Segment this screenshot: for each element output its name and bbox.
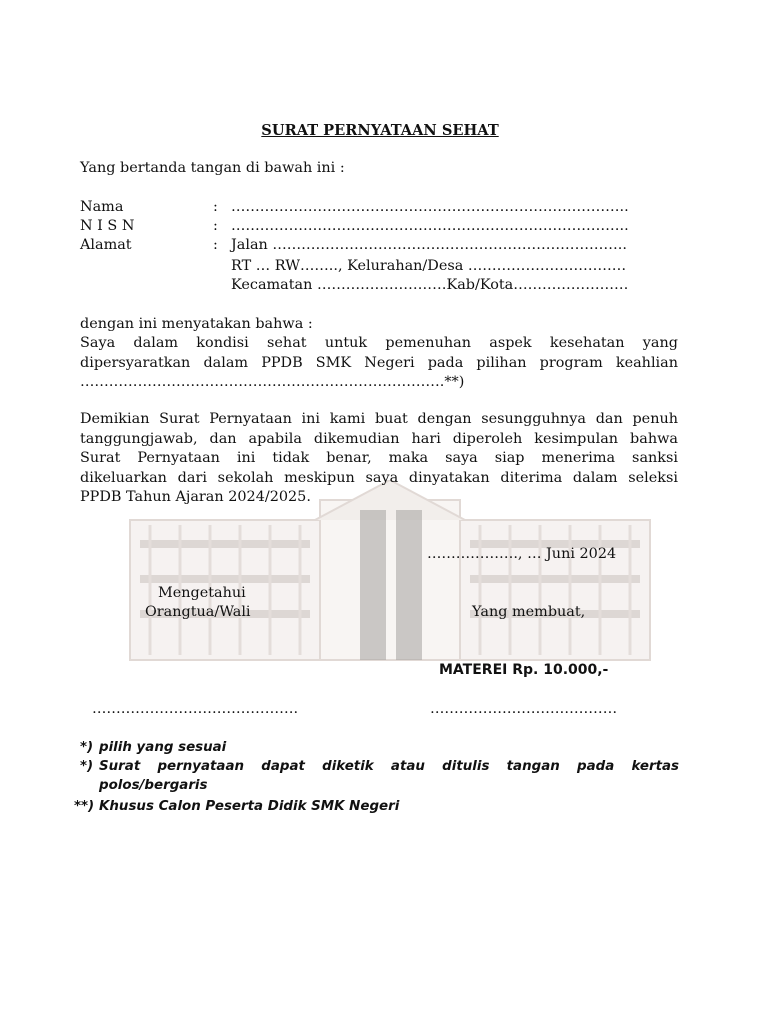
left-signatory-role: Orangtua/Wali — [145, 604, 251, 620]
closing-line: tanggungjawab, dan apabila dikemudian hari diperoleh kesimpulan bahwa — [80, 430, 678, 447]
statement-intro: dengan ini menyatakan bahwa : — [80, 316, 313, 332]
right-signatory-role: Yang membuat, — [472, 604, 586, 620]
note-text: Surat pernyataan dapat diketik atau ditulis tangan pada kertas — [99, 759, 679, 774]
field-colon: : — [213, 237, 218, 253]
signature-line-right: ………………………………… — [430, 701, 618, 717]
document-title: SURAT PERNYATAAN SEHAT — [261, 122, 499, 139]
note-text: pilih yang sesuai — [99, 740, 227, 755]
field-value-nama: ……………………………………………………………………….. — [231, 199, 629, 215]
field-label-alamat: Alamat — [80, 237, 132, 253]
note-text: Khusus Calon Peserta Didik SMK Negeri — [99, 799, 400, 814]
closing-line: dikeluarkan dari sekolah meskipun saya dinyatakan diterima dalam seleksi — [80, 469, 678, 486]
address-line-3: Kecamatan ………………………Kab/Kota…………………… — [231, 277, 629, 293]
statement-paragraph — [80, 334, 678, 393]
left-signatory-title: Mengetahui — [158, 585, 246, 601]
place-date: ………………., … Juni 2024 — [427, 546, 617, 562]
note-text-continuation: polos/bergaris — [99, 778, 208, 793]
address-line-2: RT … RW…….., Kelurahan/Desa …………………………… — [231, 258, 627, 274]
note-marker: *) — [80, 740, 94, 755]
closing-line: PPDB Tahun Ajaran 2024/2025. — [80, 489, 311, 506]
intro-text: Yang bertanda tangan di bawah ini : — [80, 160, 345, 176]
statement-line: ………………………………………………………………….**) — [80, 374, 465, 391]
closing-line: Demikian Surat Pernyataan ini kami buat dengan sesungguhnya dan penuh — [80, 411, 678, 427]
field-colon: : — [213, 199, 218, 215]
field-colon: : — [213, 218, 218, 234]
statement-line: dipersyaratkan dalam PPDB SMK Negeri pada pilihan program keahlian — [80, 354, 678, 371]
materei-stamp-label: MATEREI Rp. 10.000,- — [439, 662, 609, 678]
signature-line-left: ……………………………………. — [92, 701, 299, 717]
statement-line: Saya dalam kondisi sehat untuk pemenuhan aspek kesehatan yang — [80, 335, 678, 351]
field-label-nisn: N I S N — [80, 218, 135, 234]
note-marker: **) — [74, 799, 95, 814]
closing-line: Surat Pernyataan ini tidak benar, maka saya siap menerima sanksi — [80, 450, 678, 467]
building-watermark — [120, 480, 660, 670]
field-value-alamat: Jalan ……………………………………………………………….. — [231, 237, 627, 253]
field-label-nama: Nama — [80, 199, 124, 215]
closing-paragraph — [80, 410, 678, 508]
note-marker: *) — [80, 759, 94, 774]
field-value-nisn: ……………………………………………………………………….. — [231, 218, 629, 234]
